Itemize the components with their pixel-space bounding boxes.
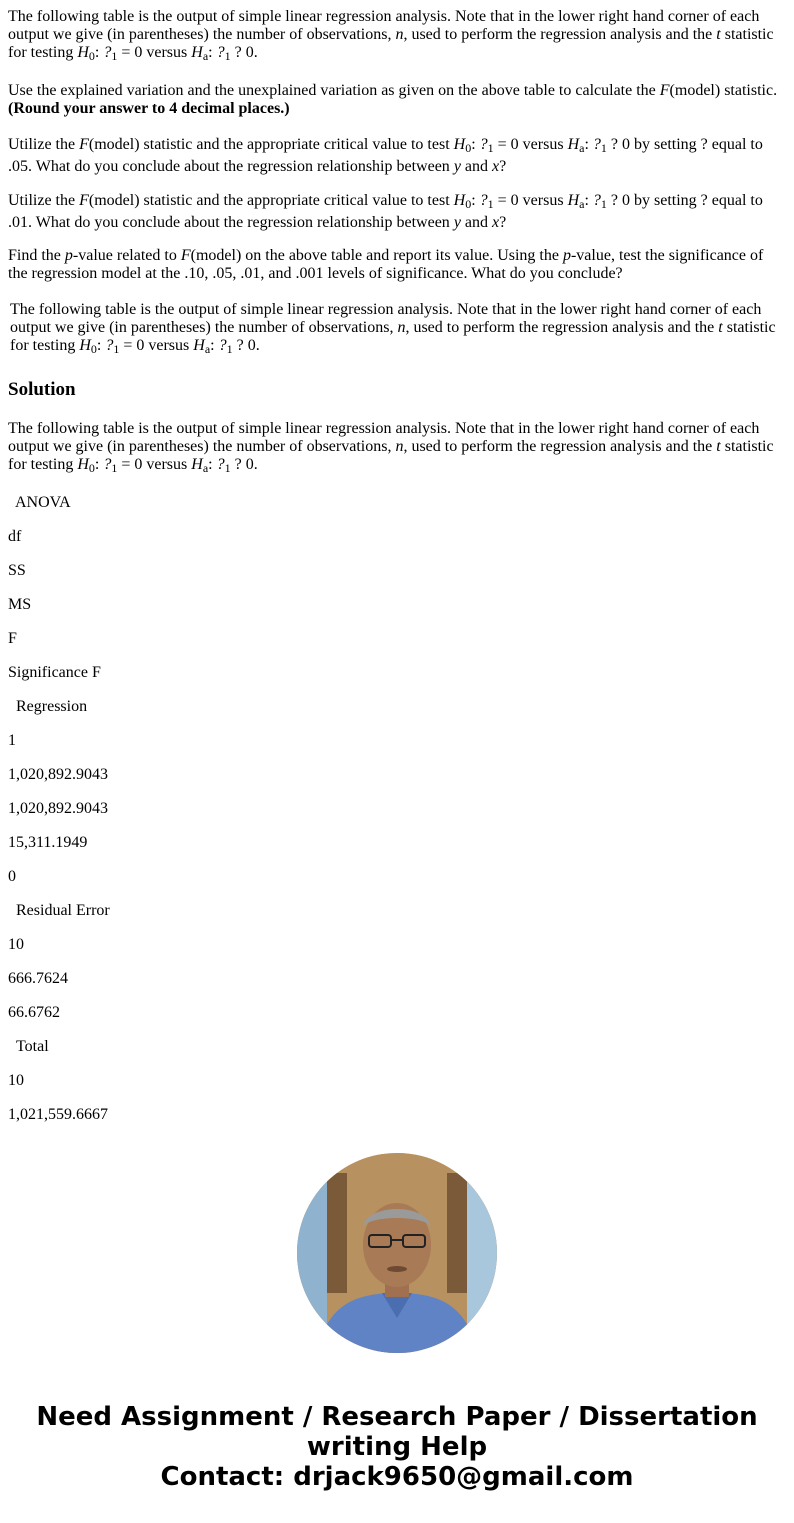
header-ss: SS bbox=[8, 562, 26, 579]
regression-ss: 1,020,892.9043 bbox=[8, 766, 108, 783]
regression-df: 1 bbox=[8, 732, 16, 749]
regression-f: 15,311.1949 bbox=[8, 834, 88, 851]
residual-ss: 666.7624 bbox=[8, 970, 68, 987]
question-p-value: Find the p-value related to F(model) on the above table and report its value. Using the p-value, test the significance of the regression model at the .10, .05, .01, and .001 levels of significance. What do you conclude? bbox=[8, 247, 764, 282]
author-photo bbox=[297, 1153, 497, 1353]
promo-footer bbox=[0, 1402, 794, 1492]
intro-paragraph: The following table is the output of simple linear regression analysis. Note that in the lower right hand corner of each output we give (in parentheses) the number of observations, n, used to perform the regression analysis and the t statistic for testing $H_0$: $?_1 = 0$ versus $H_a$: $?_1$ ? 0. bbox=[8, 8, 774, 63]
regression-ms: 1,020,892.9043 bbox=[8, 800, 108, 817]
intro-repeat-box: The following table is the output of simple linear regression analysis. Note that in the lower right hand corner of each output we give (in parentheses) the number of observations, n, used to perform the regression analysis and the t statistic for testing $H_0$: $?_1 = 0$ versus $H_a$: $?_1$ ? 0. bbox=[10, 301, 776, 356]
anova-title: ANOVA bbox=[15, 494, 71, 511]
footer-contact: Contact: drjack9650@gmail.com bbox=[160, 1462, 634, 1492]
row-label-residual-error: Residual Error bbox=[16, 902, 110, 919]
header-df: df bbox=[8, 528, 22, 545]
header-f: F bbox=[8, 630, 17, 647]
residual-df: 10 bbox=[8, 936, 24, 953]
row-label-total: Total bbox=[16, 1038, 49, 1055]
total-ss: 1,021,559.6667 bbox=[8, 1106, 108, 1123]
solution-intro: The following table is the output of simple linear regression analysis. Note that in the lower right hand corner of each output we give (in parentheses) the number of observations, n, used to perform the regression analysis and the t statistic for testing $H_0$: $?_1 = 0$ versus $H_a$: $?_1$ ? 0. bbox=[8, 420, 774, 475]
header-ms: MS bbox=[8, 596, 32, 613]
footer-line-2: writing Help bbox=[306, 1432, 488, 1462]
question-test-01: Utilize the F(model) statistic and the appropriate critical value to test $H_0$: $?_1 = 0$ versus $H_a$: $?_1$ ? 0 by setting ? equal to .01. What do you conclude about the regression relationship between y and x? bbox=[8, 192, 763, 231]
question-test-05: Utilize the F(model) statistic and the appropriate critical value to test $H_0$: $?_1 = 0$ versus $H_a$: $?_1$ ? 0 by setting ? equal to .05. What do you conclude about the regression relationship between y and x? bbox=[8, 136, 763, 175]
regression-significance-f: 0 bbox=[8, 868, 16, 885]
solution-heading: Solution bbox=[8, 379, 76, 400]
total-df: 10 bbox=[8, 1072, 24, 1089]
footer-line-1: Need Assignment / Research Paper / Dissertation bbox=[36, 1402, 758, 1432]
author-photo-image bbox=[297, 1153, 497, 1353]
header-significance-f: Significance F bbox=[8, 664, 101, 681]
row-label-regression: Regression bbox=[16, 698, 88, 715]
residual-ms: 66.6762 bbox=[8, 1004, 60, 1021]
question-f-statistic: Use the explained variation and the unexplained variation as given on the above table to calculate the F(model) statistic. (Round your answer to 4 decimal places.) bbox=[8, 82, 778, 117]
